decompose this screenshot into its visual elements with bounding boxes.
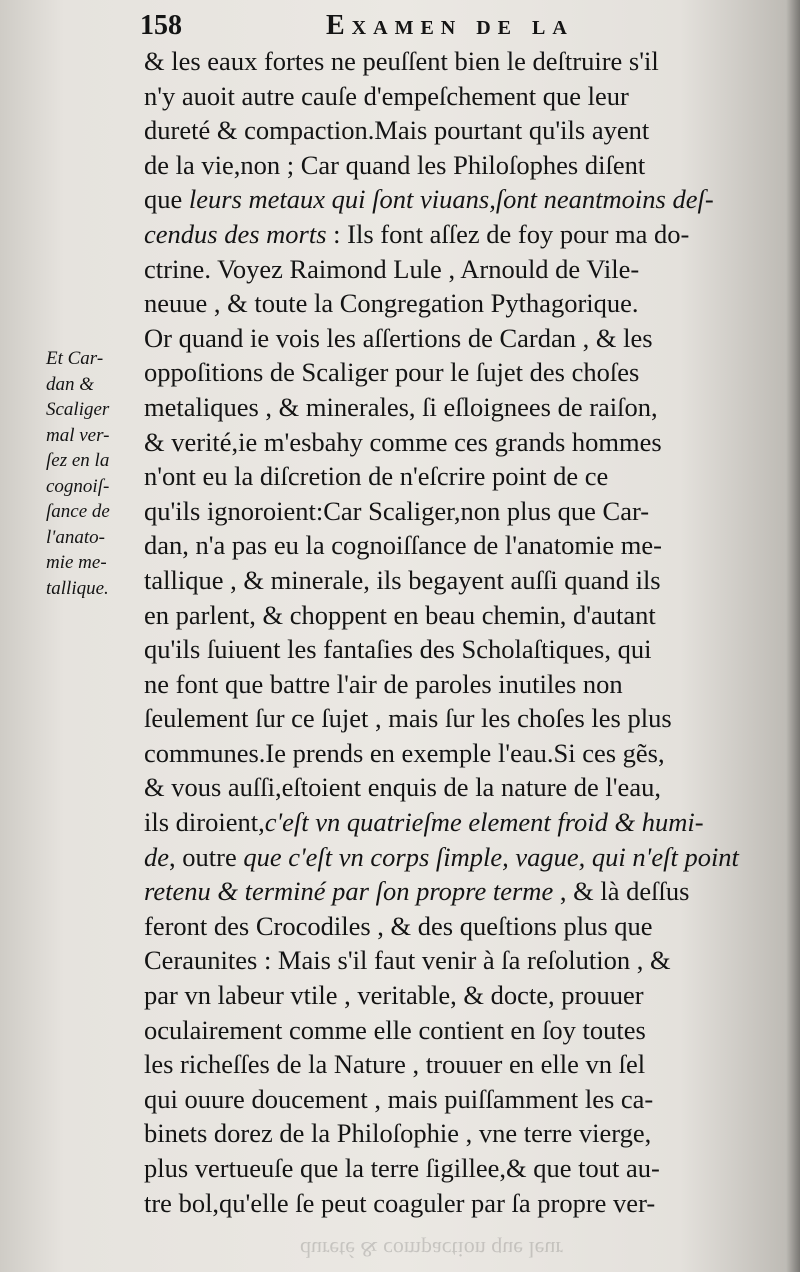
margin-note-line: Scaliger (46, 399, 110, 420)
text-line: qu'ils ignoroient:Car Scaliger,non plus que Car- (144, 495, 650, 526)
italic-segment: que c'eſt vn corps ſimple, vague, qui n'eſt point (243, 841, 739, 872)
page-gutter-shadow (786, 0, 800, 1272)
margin-note-line: mal ver- (46, 424, 110, 446)
margin-note-line: l'anato- (46, 526, 105, 548)
margin-note-line: Et Car- (46, 348, 104, 369)
text-line: & les eaux fortes ne peuſſent bien le deſtruire s'il (144, 46, 659, 76)
text-line (144, 805, 772, 840)
italic-segment: de (144, 841, 170, 872)
page-number: 158 (140, 10, 182, 41)
text-line: de la vie,non ; Car quand les Philoſophes diſent (144, 149, 646, 180)
text-line: dan, n'a pas eu la cognoiſſance de l'anatomie me- (144, 530, 662, 561)
text-line: les richeſſes de la Nature , trouuer en elle vn ſel (144, 1049, 646, 1080)
margin-note-line: cognoiſ- (46, 475, 110, 497)
text-line (144, 217, 772, 252)
text-line: oculairement comme elle contient en ſoy toutes (144, 1014, 646, 1045)
text-segment: , outre (169, 841, 244, 872)
text-line: Ceraunites : Mais s'il faut venir à ſa reſolution , & (144, 945, 671, 976)
italic-segment: cendus des morts (144, 218, 327, 249)
italic-segment: c'eſt vn quatrieſme element froid & humi- (264, 807, 704, 838)
text-line: en parlent, & choppent en beau chemin, d'autant (144, 599, 656, 630)
text-line: oppoſitions de Scaliger pour le ſujet des choſes (144, 357, 640, 388)
text-segment: , & là deſſus (553, 876, 690, 907)
text-line: qui ouure doucement , mais puiſſamment les ca- (144, 1083, 654, 1114)
margin-note-line: ſance de (46, 501, 110, 522)
margin-note-line: ſez en la (46, 450, 110, 471)
text-segment: que (144, 184, 189, 215)
text-line: plus vertueuſe que la terre ſigillee,& que tout au- (144, 1153, 660, 1183)
text-line (144, 840, 772, 875)
page-header (126, 6, 766, 46)
text-line (144, 874, 772, 909)
text-line: Or quand ie vois les aſſertions de Cardan , & les (144, 322, 653, 353)
running-head: Examen de la (326, 10, 574, 41)
text-line: binets dorez de la Philoſophie , vne terre vierge, (144, 1118, 652, 1149)
text-line: ctrine. Voyez Raimond Lule , Arnould de Vile- (144, 253, 640, 284)
text-segment: : Ils font aſſez de foy pour ma do- (326, 218, 690, 249)
text-line: & vous auſſi,eſtoient enquis de la nature de l'eau, (144, 772, 661, 803)
bleed-through-text: dureté & compaction que leur (300, 1237, 563, 1262)
text-line (144, 182, 772, 217)
text-segment: ils diroient, (144, 807, 265, 838)
text-line: n'y auoit autre cauſe d'empeſchement que leur (144, 80, 629, 111)
text-line: ſeulement ſur ce ſujet , mais ſur les choſes les plus (144, 703, 672, 734)
text-line: qu'ils ſuiuent les fantaſies des Scholaſtiques, qui (144, 634, 652, 665)
text-line: par vn labeur vtile , veritable, & docte, prouuer (144, 980, 644, 1011)
italic-segment: leurs metaux qui ſont viuans,ſont neantmoins deſ- (188, 184, 714, 215)
margin-note (46, 346, 140, 601)
text-line: feront des Crocodiles , & des queſtions plus que (144, 910, 653, 941)
text-line: neuue , & toute la Congregation Pythagorique. (144, 288, 639, 319)
margin-note-line: mie me- (46, 552, 107, 573)
text-line: dureté & compaction.Mais pourtant qu'ils ayent (144, 115, 650, 146)
text-line: metaliques , & minerales, ſi eſloignees de raiſon, (144, 391, 658, 422)
text-line: ne font que battre l'air de paroles inutiles non (144, 668, 623, 699)
text-line: communes.Ie prends en exemple l'eau.Si ces gẽs, (144, 737, 665, 768)
text-line: n'ont eu la diſcretion de n'eſcrire point de ce (144, 461, 609, 492)
body-text (144, 44, 772, 1220)
margin-note-line: tallique. (46, 577, 109, 599)
text-line: tre bol,qu'elle ſe peut coaguler par ſa propre ver- (144, 1187, 656, 1218)
text-line: tallique , & minerale, ils begayent auſſi quand ils (144, 564, 661, 595)
italic-segment: retenu & terminé par ſon propre terme (144, 876, 554, 907)
text-line: & verité,ie m'esbahy comme ces grands hommes (144, 426, 662, 457)
margin-note-line: dan & (46, 373, 95, 395)
